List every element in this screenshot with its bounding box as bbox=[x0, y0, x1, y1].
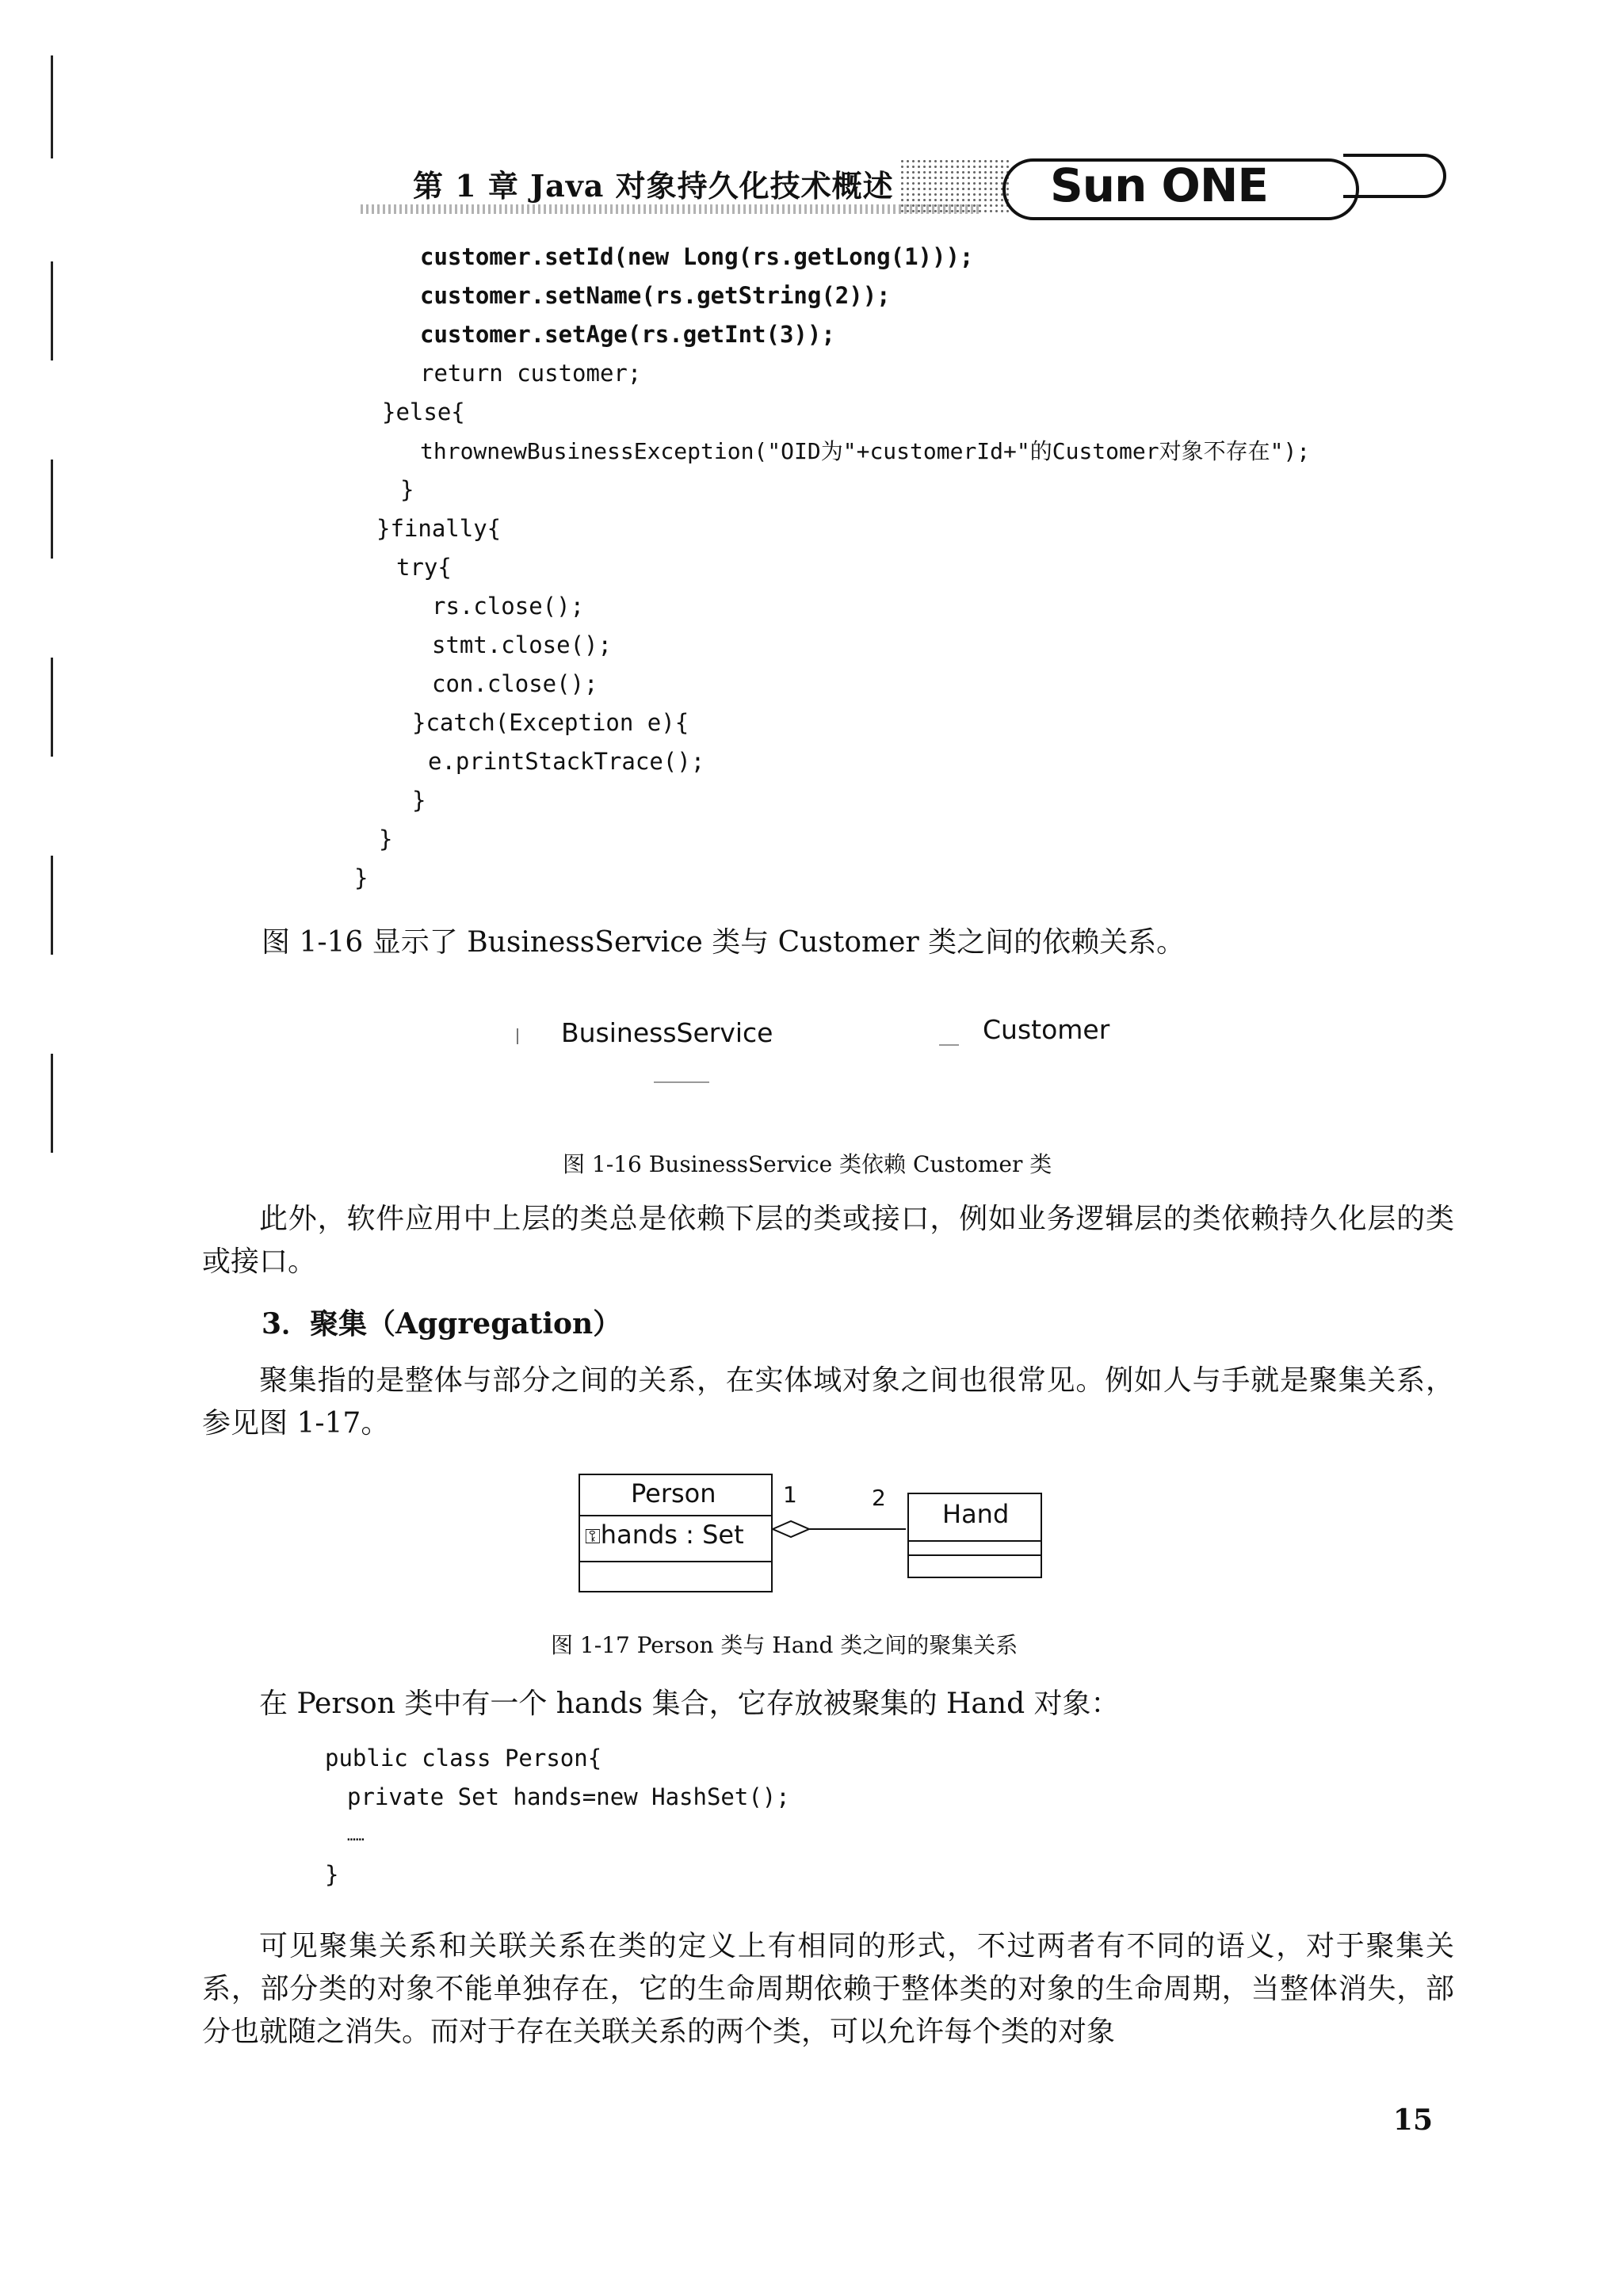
figure-1-17 bbox=[579, 1474, 1054, 1592]
running-header bbox=[361, 151, 1470, 238]
scan-margin-mark bbox=[51, 658, 53, 757]
code-line: try{ bbox=[396, 554, 452, 581]
uml-compartment-divider bbox=[909, 1554, 1041, 1556]
code-line: } bbox=[412, 787, 426, 814]
uml-compartment-divider bbox=[580, 1515, 771, 1516]
figure-1-16-caption: 图 1-16 BusinessService 类依赖 Customer 类 bbox=[563, 1151, 1052, 1177]
code-line: rs.close(); bbox=[432, 593, 585, 620]
code-line: } bbox=[379, 826, 393, 852]
chapter-title: 第 1 章 Java 对象持久化技术概述 bbox=[413, 168, 894, 204]
uml-class-person bbox=[579, 1474, 773, 1592]
multiplicity-hand: 2 bbox=[872, 1485, 886, 1511]
page-number: 15 bbox=[1392, 2103, 1433, 2137]
code-line: e.printStackTrace(); bbox=[428, 748, 705, 775]
code-line: }catch(Exception e){ bbox=[412, 709, 689, 736]
scan-margin-mark bbox=[51, 856, 53, 955]
paragraph-fig16-intro: 图 1-16 显示了 BusinessService 类与 Customer 类之间的依赖关系。 bbox=[262, 926, 1186, 959]
scan-speck bbox=[939, 1044, 959, 1046]
paragraph-person-hands: 在 Person 类中有一个 hands 集合，它存放被聚集的 Hand 对象： bbox=[259, 1688, 1120, 1720]
code-line: public class Person{ bbox=[325, 1745, 602, 1772]
code-line: return customer; bbox=[420, 360, 642, 387]
scan-margin-mark bbox=[51, 55, 53, 158]
code-line: }else{ bbox=[382, 399, 465, 425]
aggregation-connector bbox=[771, 1513, 930, 1561]
code-block-finally bbox=[376, 509, 501, 548]
code-block-person-class bbox=[325, 1739, 601, 1778]
scan-margin-mark bbox=[51, 261, 53, 360]
uml-class-hand bbox=[907, 1493, 1042, 1578]
scan-margin-mark bbox=[51, 460, 53, 559]
code-block-end-2 bbox=[379, 820, 392, 859]
code-line: private Set hands=new HashSet(); bbox=[347, 1783, 790, 1810]
sun-one-logo: Sun ONE bbox=[1050, 158, 1269, 212]
uml-compartment-divider bbox=[580, 1561, 771, 1562]
figure-1-16 bbox=[507, 1006, 1141, 1093]
header-halftone-ornament bbox=[899, 158, 1010, 214]
code-block-catch bbox=[412, 704, 689, 742]
logo-frame-tail bbox=[1343, 154, 1446, 198]
uml-compartment-divider bbox=[909, 1540, 1041, 1542]
aggregation-diamond-icon bbox=[773, 1521, 809, 1537]
scan-margin-mark bbox=[51, 1054, 53, 1153]
code-line: customer.setId(new Long(rs.getLong(1))); bbox=[420, 243, 974, 270]
code-block-customer-load bbox=[420, 238, 973, 393]
code-line: } bbox=[354, 864, 369, 891]
uml-attribute-text: hands : Set bbox=[600, 1520, 744, 1550]
code-block-person-ellipsis bbox=[347, 1817, 365, 1855]
code-line: } bbox=[400, 476, 414, 503]
uml-class-name: Hand bbox=[942, 1499, 1010, 1529]
code-line: …… bbox=[347, 1828, 365, 1844]
attribute-key-icon: ⚿ bbox=[585, 1525, 601, 1549]
code-line: thrownewBusinessException("OID为"+customerId+"的Customer对象不存在"); bbox=[420, 438, 1311, 464]
code-line: } bbox=[325, 1861, 339, 1888]
code-line: customer.setAge(rs.getInt(3)); bbox=[420, 321, 835, 348]
figure-1-17-caption: 图 1-17 Person 类与 Hand 类之间的聚集关系 bbox=[551, 1632, 1018, 1658]
uml-class-name: Person bbox=[631, 1478, 716, 1508]
header-dot-rule bbox=[361, 204, 979, 214]
paragraph-aggregation-semantics: 可见聚集关系和关联关系在类的定义上有相同的形式，不过两者有不同的语义，对于聚集关系，部分类的对象不能单独存在，它的生命周期依赖于整体类的对象的生命周期，当整体消失，部分也就随之消失。而对于存在关联关系的两个类，可以允许每个类的对象 bbox=[202, 1930, 1454, 2048]
code-line: customer.setName(rs.getString(2)); bbox=[420, 282, 891, 309]
code-block-print-trace bbox=[428, 742, 705, 781]
paragraph-layer-dependency: 此外，软件应用中上层的类总是依赖下层的类或接口，例如业务逻辑层的类依赖持久化层的类或接口。 bbox=[202, 1203, 1454, 1278]
code-line: }finally{ bbox=[376, 515, 502, 542]
paragraph-aggregation-definition: 聚集指的是整体与部分之间的关系，在实体域对象之间也很常见。例如人与手就是聚集关系，参见图 1-17。 bbox=[202, 1364, 1454, 1440]
code-line: stmt.close(); bbox=[432, 631, 612, 658]
code-block-end-3 bbox=[354, 859, 368, 898]
uml-attribute bbox=[585, 1520, 744, 1550]
class-customer-label: Customer bbox=[983, 1014, 1110, 1045]
code-block-person-end bbox=[325, 1855, 338, 1894]
code-block-brace bbox=[400, 471, 414, 509]
code-block-close-calls bbox=[432, 587, 612, 704]
code-block-else bbox=[382, 393, 465, 432]
class-businessservice-label: BusinessService bbox=[561, 1017, 773, 1048]
scan-speck bbox=[517, 1028, 518, 1044]
code-block-try bbox=[396, 548, 452, 587]
code-block-throw bbox=[420, 432, 1310, 471]
section-heading-aggregation: 3．聚集（Aggregation） bbox=[262, 1307, 622, 1341]
code-block-person-field bbox=[347, 1778, 790, 1817]
multiplicity-person: 1 bbox=[783, 1482, 797, 1508]
code-block-end-1 bbox=[412, 781, 426, 820]
scan-speck bbox=[654, 1081, 709, 1083]
code-line: con.close(); bbox=[432, 670, 598, 697]
